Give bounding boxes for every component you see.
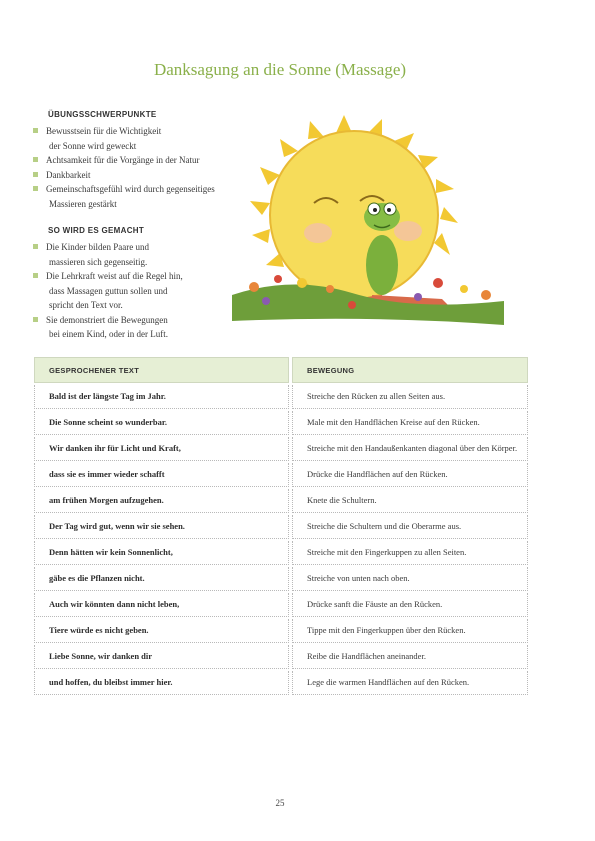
table-row xyxy=(34,671,528,695)
column-header-text: GESPROCHENER TEXT xyxy=(34,357,289,383)
spoken-text-cell: Liebe Sonne, wir danken dir xyxy=(34,645,289,669)
list-item xyxy=(33,182,215,211)
focus-list xyxy=(33,124,215,211)
spoken-text-cell: und hoffen, du bleibst immer hier. xyxy=(34,671,289,695)
table-row xyxy=(34,645,528,669)
table-row xyxy=(34,593,528,617)
sun-frog-illustration xyxy=(232,115,504,333)
table-row xyxy=(34,567,528,591)
section-heading-howto: SO WIRD ES GEMACHT xyxy=(48,226,145,235)
list-item xyxy=(33,240,183,269)
list-item-text: Massieren gestärkt xyxy=(49,198,117,209)
movement-cell: Streiche die Schultern und die Oberarme aus. xyxy=(292,515,528,539)
table-row xyxy=(34,489,528,513)
list-item xyxy=(33,168,215,183)
spoken-text-cell: gäbe es die Pflanzen nicht. xyxy=(34,567,289,591)
list-item-text: Dankbarkeit xyxy=(46,169,91,180)
spoken-text-cell: dass sie es immer wieder schafft xyxy=(34,463,289,487)
list-item xyxy=(33,124,215,153)
howto-list xyxy=(33,240,183,342)
list-item-text: Sie demonstriert die Bewegungen xyxy=(46,314,168,325)
movement-cell: Lege die warmen Handflächen auf den Rücken. xyxy=(292,671,528,695)
movement-cell: Knete die Schultern. xyxy=(292,489,528,513)
spoken-text-cell: Tiere würde es nicht geben. xyxy=(34,619,289,643)
spoken-text-cell: Auch wir könnten dann nicht leben, xyxy=(34,593,289,617)
movement-cell: Reibe die Handflächen aneinander. xyxy=(292,645,528,669)
table-row xyxy=(34,463,528,487)
table-row xyxy=(34,411,528,435)
table-row xyxy=(34,541,528,565)
list-item-text: Die Kinder bilden Paare und xyxy=(46,242,149,252)
page-title: Danksagung an die Sonne (Massage) xyxy=(153,60,407,79)
list-item-text: dass Massagen guttun sollen und xyxy=(49,285,168,296)
bullet-square-icon xyxy=(33,157,38,162)
movement-cell: Streiche den Rücken zu allen Seiten aus. xyxy=(292,385,528,409)
movement-cell: Male mit den Handflächen Kreise auf den Rücken. xyxy=(292,411,528,435)
spoken-text-cell: Der Tag wird gut, wenn wir sie sehen. xyxy=(34,515,289,539)
movement-cell: Streiche von unten nach oben. xyxy=(292,567,528,591)
bullet-square-icon xyxy=(33,244,38,249)
bullet-square-icon xyxy=(33,186,38,191)
movement-cell: Tippe mit den Fingerkuppen über den Rücken. xyxy=(292,619,528,643)
table-row xyxy=(34,437,528,461)
table-row xyxy=(34,515,528,539)
list-item-text: Bewusstsein für die Wichtigkeit xyxy=(46,126,162,136)
list-item-text: spricht den Text vor. xyxy=(49,300,123,310)
movement-cell: Streiche mit den Handaußenkanten diagonal über den Körper. xyxy=(292,437,528,461)
spoken-text-cell: Bald ist der längste Tag im Jahr. xyxy=(34,385,289,409)
table-header-row xyxy=(34,357,528,383)
movement-cell: Drücke die Handflächen auf den Rücken. xyxy=(292,463,528,487)
list-item-text: der Sonne wird geweckt xyxy=(49,140,137,151)
table-row xyxy=(34,619,528,643)
table-row xyxy=(34,385,528,409)
spoken-text-cell: Wir danken ihr für Licht und Kraft, xyxy=(34,437,289,461)
bullet-square-icon xyxy=(33,128,38,133)
list-item xyxy=(33,269,183,313)
list-item-text: Gemeinschaftsgefühl wird durch gegenseitiges xyxy=(46,184,215,194)
column-header-movement: BEWEGUNG xyxy=(292,357,528,383)
massage-table xyxy=(34,357,528,695)
list-item-text: bei einem Kind, oder in der Luft. xyxy=(49,329,168,339)
list-item-text: Die Lehrkraft weist auf die Regel hin, xyxy=(46,271,183,281)
spoken-text-cell: Denn hätten wir kein Sonnenlicht, xyxy=(34,541,289,565)
bullet-square-icon xyxy=(33,273,38,278)
bullet-square-icon xyxy=(33,317,38,322)
movement-cell: Streiche mit den Fingerkuppen zu allen Seiten. xyxy=(292,541,528,565)
movement-cell: Drücke sanft die Fäuste an den Rücken. xyxy=(292,593,528,617)
spoken-text-cell: am frühen Morgen aufzugehen. xyxy=(34,489,289,513)
bullet-square-icon xyxy=(33,172,38,177)
list-item-text: massieren sich gegenseitig. xyxy=(49,256,148,267)
list-item xyxy=(33,313,183,342)
list-item-text: Achtsamkeit für die Vorgänge in der Natur xyxy=(46,155,200,165)
section-heading-focus: ÜBUNGSSCHWERPUNKTE xyxy=(48,110,157,119)
spoken-text-cell: Die Sonne scheint so wunderbar. xyxy=(34,411,289,435)
page-number: 25 xyxy=(275,798,285,808)
list-item xyxy=(33,153,215,168)
